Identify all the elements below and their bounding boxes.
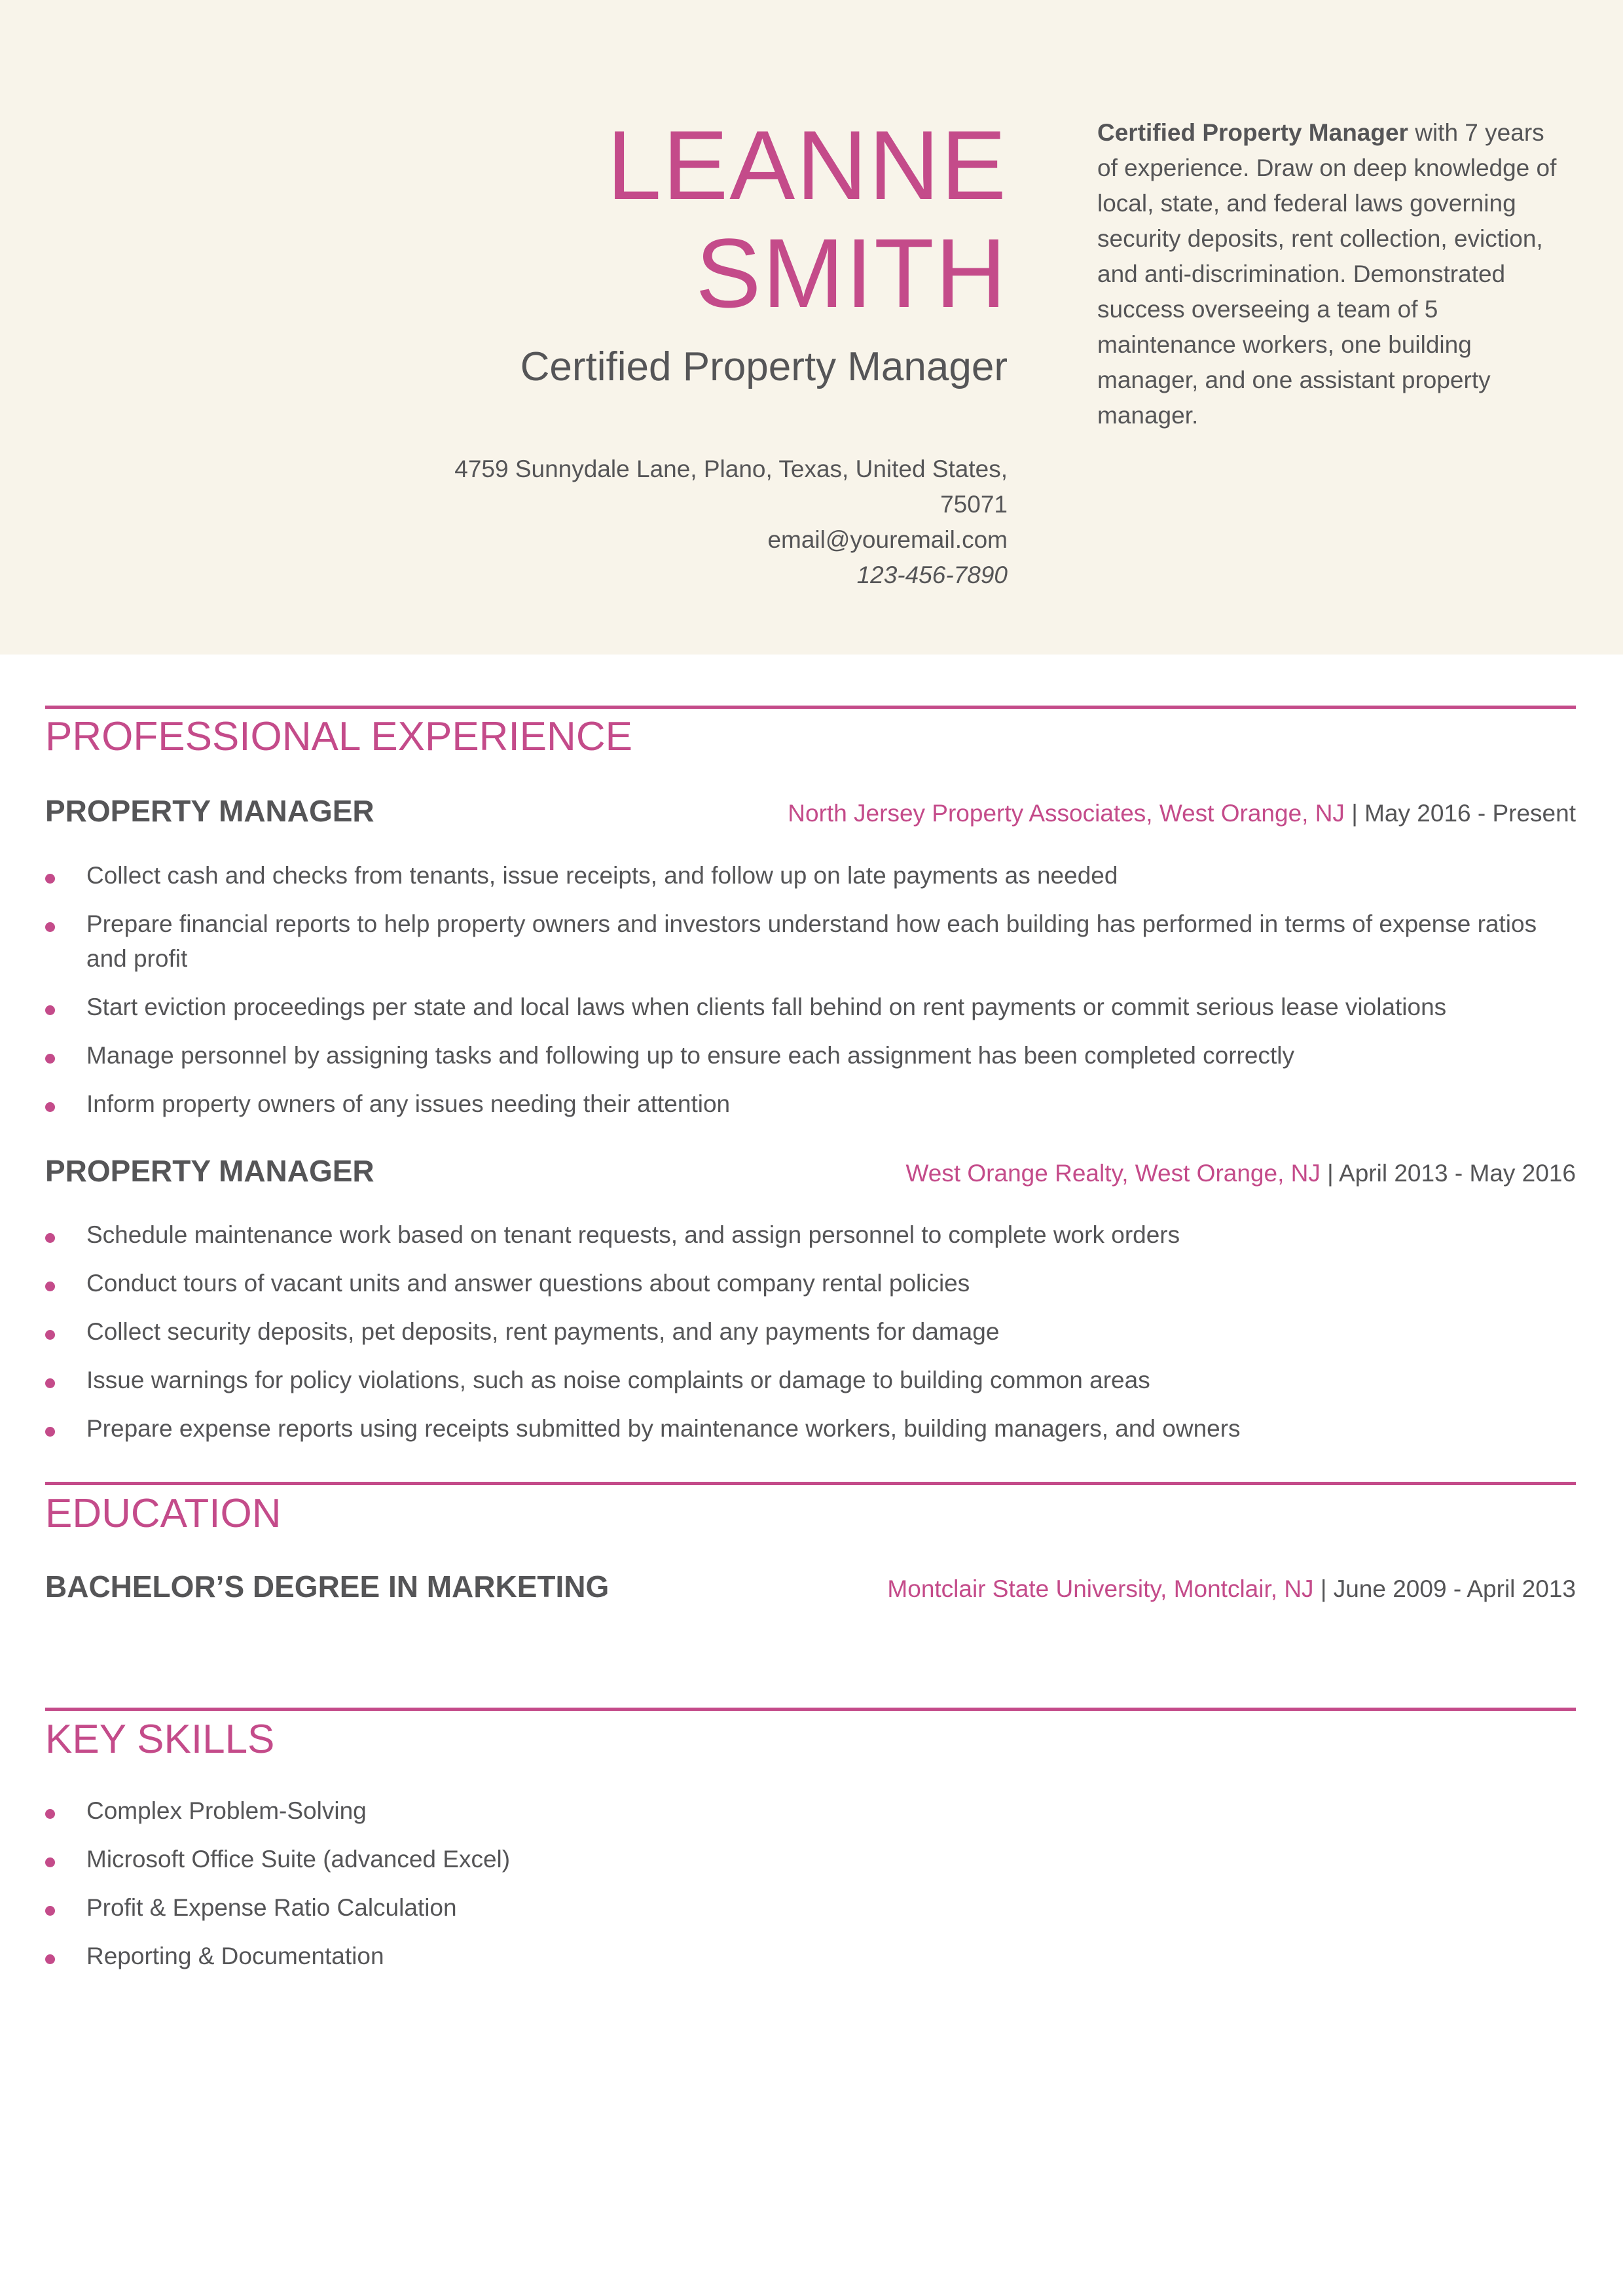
professional-summary bbox=[1097, 115, 1569, 433]
skills-list bbox=[45, 1793, 1576, 1987]
section-title-education: EDUCATION bbox=[45, 1491, 282, 1536]
candidate-title: Certified Property Manager bbox=[520, 344, 1008, 389]
candidate-name bbox=[607, 111, 1008, 327]
last-name: SMITH bbox=[695, 218, 1008, 328]
job-bullets bbox=[45, 858, 1576, 1135]
separator: | bbox=[1344, 800, 1365, 827]
employer: West Orange Realty, West Orange, NJ bbox=[905, 1160, 1321, 1187]
bullet-icon bbox=[45, 1809, 55, 1819]
list-item: Prepare financial reports to help property owners and investors understand how each building has performed in terms of expense ratios and profit bbox=[45, 906, 1576, 976]
section-divider bbox=[45, 1708, 1576, 1711]
bullet-icon bbox=[45, 1005, 55, 1015]
list-item: Microsoft Office Suite (advanced Excel) bbox=[45, 1842, 1576, 1876]
bullet-icon bbox=[45, 1427, 55, 1437]
section-divider bbox=[45, 706, 1576, 709]
list-item: Complex Problem-Solving bbox=[45, 1793, 1576, 1828]
summary-body: with 7 years of experience. Draw on deep knowledge of local, state, and federal laws governing security deposits, rent collection, eviction, and anti-discrimination. Demonstrated success overseeing a team of 5 maintenance workers, one building manager, and one assistant property manager. bbox=[1097, 119, 1557, 429]
job-meta bbox=[788, 800, 1576, 827]
first-name: LEANNE bbox=[606, 110, 1008, 220]
employer: North Jersey Property Associates, West Orange, NJ bbox=[788, 800, 1345, 827]
job-bullets bbox=[45, 1217, 1576, 1460]
list-item: Inform property owners of any issues needing their attention bbox=[45, 1086, 1576, 1121]
bullet-icon bbox=[45, 922, 55, 932]
bullet-icon bbox=[45, 1378, 55, 1388]
job-header bbox=[45, 1153, 1576, 1189]
list-item: Profit & Expense Ratio Calculation bbox=[45, 1890, 1576, 1925]
separator: | bbox=[1313, 1575, 1334, 1602]
section-title-experience: PROFESSIONAL EXPERIENCE bbox=[45, 714, 632, 759]
bullet-icon bbox=[45, 1282, 55, 1291]
address-line-2: 75071 bbox=[940, 491, 1008, 518]
bullet-icon bbox=[45, 1330, 55, 1340]
job-title: PROPERTY MANAGER bbox=[45, 1154, 374, 1188]
section-title-skills: KEY SKILLS bbox=[45, 1717, 275, 1762]
job-meta bbox=[906, 1160, 1576, 1187]
list-item: Start eviction proceedings per state and local laws when clients fall behind on rent payments or commit serious lease violations bbox=[45, 990, 1576, 1024]
degree: BACHELOR’S DEGREE IN MARKETING bbox=[45, 1570, 610, 1604]
bullet-icon bbox=[45, 1954, 55, 1964]
list-item: Schedule maintenance work based on tenant requests, and assign personnel to complete work orders bbox=[45, 1217, 1576, 1252]
list-item: Reporting & Documentation bbox=[45, 1939, 1576, 1973]
section-divider bbox=[45, 1482, 1576, 1485]
list-item: Issue warnings for policy violations, such as noise complaints or damage to building common areas bbox=[45, 1363, 1576, 1397]
header-band bbox=[0, 0, 1623, 655]
bullet-icon bbox=[45, 1102, 55, 1112]
summary-lead: Certified Property Manager bbox=[1097, 119, 1408, 146]
education-meta bbox=[887, 1575, 1576, 1603]
education-dates: June 2009 - April 2013 bbox=[1333, 1575, 1576, 1602]
job-header bbox=[45, 793, 1576, 829]
separator: | bbox=[1320, 1160, 1340, 1187]
bullet-icon bbox=[45, 1906, 55, 1916]
contact-info bbox=[454, 452, 1008, 593]
list-item: Prepare expense reports using receipts submitted by maintenance workers, building managers, and owners bbox=[45, 1411, 1576, 1446]
email: email@youremail.com bbox=[767, 526, 1008, 553]
school: Montclair State University, Montclair, NJ bbox=[887, 1575, 1314, 1602]
job-dates: April 2013 - May 2016 bbox=[1339, 1160, 1576, 1187]
bullet-icon bbox=[45, 1857, 55, 1867]
phone: 123-456-7890 bbox=[856, 562, 1008, 588]
bullet-icon bbox=[45, 1233, 55, 1243]
list-item: Manage personnel by assigning tasks and following up to ensure each assignment has been completed correctly bbox=[45, 1038, 1576, 1073]
bullet-icon bbox=[45, 874, 55, 884]
job-title: PROPERTY MANAGER bbox=[45, 794, 374, 828]
job-dates: May 2016 - Present bbox=[1364, 800, 1576, 827]
list-item: Conduct tours of vacant units and answer questions about company rental policies bbox=[45, 1266, 1576, 1300]
list-item: Collect cash and checks from tenants, issue receipts, and follow up on late payments as needed bbox=[45, 858, 1576, 893]
address-line-1: 4759 Sunnydale Lane, Plano, Texas, United States, bbox=[454, 456, 1008, 482]
list-item: Collect security deposits, pet deposits, rent payments, and any payments for damage bbox=[45, 1314, 1576, 1349]
education-entry bbox=[45, 1569, 1576, 1604]
bullet-icon bbox=[45, 1054, 55, 1064]
